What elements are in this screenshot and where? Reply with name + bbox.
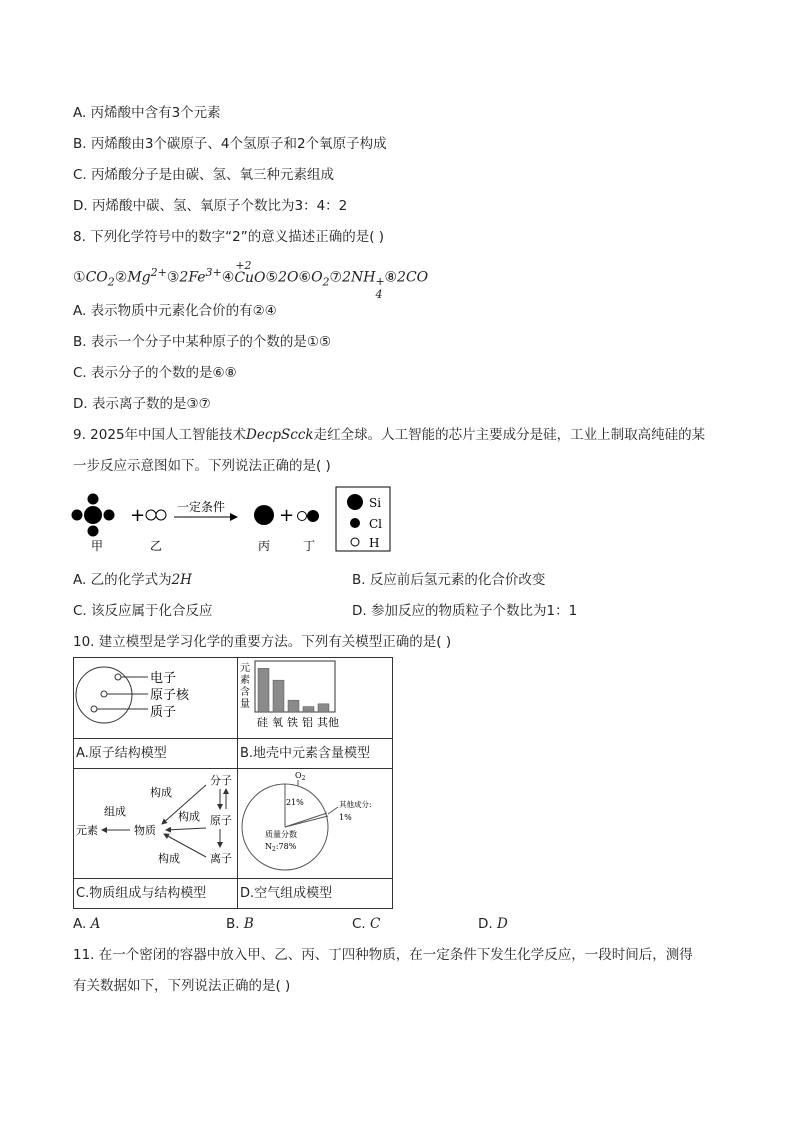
plus-sign-2: +	[279, 505, 295, 526]
symbol-nh4-sub: 4	[375, 287, 383, 301]
condition-label: 一定条件	[177, 500, 226, 514]
symbol-fe-sup: 3+	[205, 266, 222, 279]
symbol-nh4-sup: +	[375, 274, 385, 288]
q8-symbol-line	[73, 258, 429, 301]
q10-option-c	[352, 915, 380, 933]
label-jia: 甲	[91, 539, 104, 553]
symbol-2o: 2O	[278, 269, 299, 286]
q9-option-d: D. 参加反应的物质粒子个数比为1：1	[352, 603, 578, 619]
q8-option-d: D. 表示离子数的是③⑦	[73, 396, 211, 412]
legend-si-symbol	[347, 494, 363, 510]
q7-option-c: C. 丙烯酸分子是由碳、氢、氧三种元素组成	[73, 167, 335, 183]
q9-stem-model-name: DecpScck	[246, 427, 314, 443]
q10-option-b	[226, 915, 254, 933]
symbol-cuo-wrap	[234, 258, 266, 287]
q9-stem-pre: 9. 2025年中国人工智能技术	[73, 427, 247, 443]
legend-box	[336, 487, 390, 551]
tick-label-3: 铝	[302, 716, 313, 729]
caption-c: C.物质组成与结构模型	[76, 886, 207, 901]
symbol-2co: 2CO	[397, 269, 429, 286]
q8-option-a: A. 表示物质中元素化合价的有②④	[73, 303, 277, 319]
leader-line	[328, 807, 338, 814]
num-3: ③	[166, 269, 180, 286]
q9-stem	[73, 426, 705, 444]
label-yi: 乙	[150, 539, 163, 553]
ylabel-char-4: 量	[240, 699, 250, 710]
molecule-bing	[254, 505, 274, 525]
matter-model-cell	[74, 769, 237, 878]
symbol-mg-sup: 2+	[150, 266, 167, 279]
chart-tick-labels	[257, 715, 339, 729]
q8-option-b: B. 表示一个分子中某种原子的个数的是①⑤	[73, 334, 332, 350]
legend-h: H	[369, 536, 380, 550]
q10-option-a	[73, 915, 100, 933]
air-model-cell	[238, 769, 392, 878]
atom-label-proton: 质子	[150, 705, 177, 720]
ylabel-char-3: 含	[240, 687, 250, 698]
q10-option-a-value: A	[90, 916, 101, 932]
q10-option-b-prefix: B.	[226, 916, 244, 932]
chart-ylabel	[240, 662, 250, 710]
edge-label-construct-2: 构成	[178, 810, 200, 823]
caption-a: A.原子结构模型	[76, 746, 167, 761]
q10-option-c-value: C	[370, 916, 381, 932]
other-percent: 1%	[339, 813, 352, 822]
bar-3	[303, 707, 314, 712]
q11-stem: 11. 在一个密闭的容器中放入甲、乙、丙、丁四种物质，在一定条件下发生化学反应，一段时间后，测得	[73, 947, 693, 963]
symbol-cuo-valence: +2	[235, 258, 252, 272]
o2-label: $O_2$	[295, 771, 306, 782]
q7-option-a: A. 丙烯酸中含有3个元素	[73, 105, 221, 121]
symbol-cuo: CuO	[234, 269, 266, 286]
legend-cl: Cl	[369, 517, 383, 531]
mass-label: 质量分数	[265, 830, 297, 839]
bar-4	[318, 704, 329, 712]
q9-option-a-text: A. 乙的化学式为	[73, 572, 172, 588]
q10-option-d-value: D	[496, 916, 508, 932]
node-element: 元素	[76, 824, 98, 837]
symbol-co2: CO	[85, 269, 108, 286]
num-2: ②	[114, 269, 128, 286]
symbol-mg: Mg	[127, 269, 151, 286]
legend-si: Si	[369, 496, 382, 510]
q7-option-b: B. 丙烯酸由3个碳原子、4个氢原子和2个氧原子构成	[73, 136, 387, 152]
label-ding: 丁	[303, 539, 316, 553]
edge-label-construct-1: 构成	[150, 786, 172, 799]
reaction-diagram	[70, 486, 400, 556]
symbol-o2: O	[311, 269, 323, 286]
q9-option-c: C. 该反应属于化合反应	[73, 603, 213, 619]
q10-stem: 10. 建立模型是学习化学的重要方法。下列有关模型正确的是( )	[73, 634, 452, 650]
crust-model-cell	[238, 658, 392, 738]
num-4: ④	[221, 269, 235, 286]
air-pie-chart	[238, 769, 392, 878]
q8-option-c: C. 表示分子的个数的是⑥⑧	[73, 365, 237, 381]
tick-label-1: 氧	[272, 716, 283, 729]
molecule-yi	[146, 510, 166, 520]
q10-option-a-prefix: A.	[73, 916, 91, 932]
atom-label-nucleus: 原子核	[150, 688, 190, 703]
node-molecule: 分子	[210, 774, 232, 787]
tick-label-2: 铁	[287, 716, 298, 729]
matter-model-figure	[74, 769, 237, 878]
tick-label-0: 硅	[257, 716, 268, 729]
bar-1	[273, 680, 284, 712]
q7-option-d: D. 丙烯酸中碳、氢、氧原子个数比为3：4：2	[73, 198, 348, 214]
model-grid	[73, 657, 393, 909]
num-7: ⑦	[329, 269, 343, 286]
other-label: 其他成分:	[339, 800, 372, 809]
q9-option-a-formula: 2H	[171, 572, 192, 588]
legend-cl-symbol	[350, 518, 360, 528]
q10-option-d-prefix: D.	[478, 916, 497, 932]
label-bing: 丙	[258, 539, 271, 553]
symbol-o2-sub: 2	[322, 275, 330, 289]
symbol-fe: 2Fe	[179, 269, 206, 286]
edge-atom-matter	[166, 828, 206, 830]
node-matter: 物质	[134, 824, 156, 837]
legend-h-symbol	[351, 538, 359, 546]
reaction-arrow-head	[230, 513, 238, 521]
atom-model-cell	[74, 658, 237, 738]
ylabel-char-1: 元	[240, 663, 250, 674]
q11-stem-line2: 有关数据如下，下列说法正确的是( )	[73, 978, 291, 994]
q8-stem: 8. 下列化学符号中的数字“2”的意义描述正确的是( )	[73, 229, 385, 245]
q9-option-a	[73, 571, 192, 589]
symbol-co2-sub: 2	[107, 275, 115, 289]
q9-stem-post: 走红全球。人工智能的芯片主要成分是硅，工业上制取高纯硅的某	[313, 427, 706, 443]
edge-label-compose: 组成	[104, 805, 126, 818]
q10-option-d	[478, 915, 508, 933]
caption-b: B.地壳中元素含量模型	[240, 746, 371, 761]
plus-sign-1: +	[130, 505, 146, 526]
q9-stem-line2: 一步反应示意图如下。下列说法正确的是( )	[73, 458, 331, 474]
crust-bar-chart	[238, 658, 392, 738]
symbol-nh4: 2NH	[342, 269, 376, 286]
node-atom: 原子	[210, 814, 232, 827]
atom-model-figure	[74, 658, 237, 738]
q10-option-c-prefix: C.	[352, 916, 371, 932]
atom-label-electron: 电子	[150, 671, 177, 686]
n2-label: $N_2:78\%$	[265, 842, 297, 853]
node-ion: 离子	[210, 852, 232, 865]
tick-label-4: 其他	[317, 716, 339, 729]
q10-option-b-value: B	[243, 916, 254, 932]
edge-label-construct-3: 构成	[158, 852, 180, 865]
caption-d: D.空气组成模型	[240, 886, 333, 901]
bar-2	[288, 700, 299, 712]
o2-percent: 21%	[286, 798, 304, 807]
molecule-jia	[72, 494, 115, 537]
num-6: ⑥	[298, 269, 312, 286]
num-5: ⑤	[265, 269, 279, 286]
molecule-ding	[298, 510, 320, 522]
chart-bars	[258, 668, 329, 712]
num-1: ①	[73, 269, 86, 286]
ylabel-char-2: 素	[240, 675, 250, 686]
num-8: ⑧	[384, 269, 398, 286]
q9-option-b: B. 反应前后氢元素的化合价改变	[352, 572, 546, 588]
bar-0	[258, 668, 269, 712]
